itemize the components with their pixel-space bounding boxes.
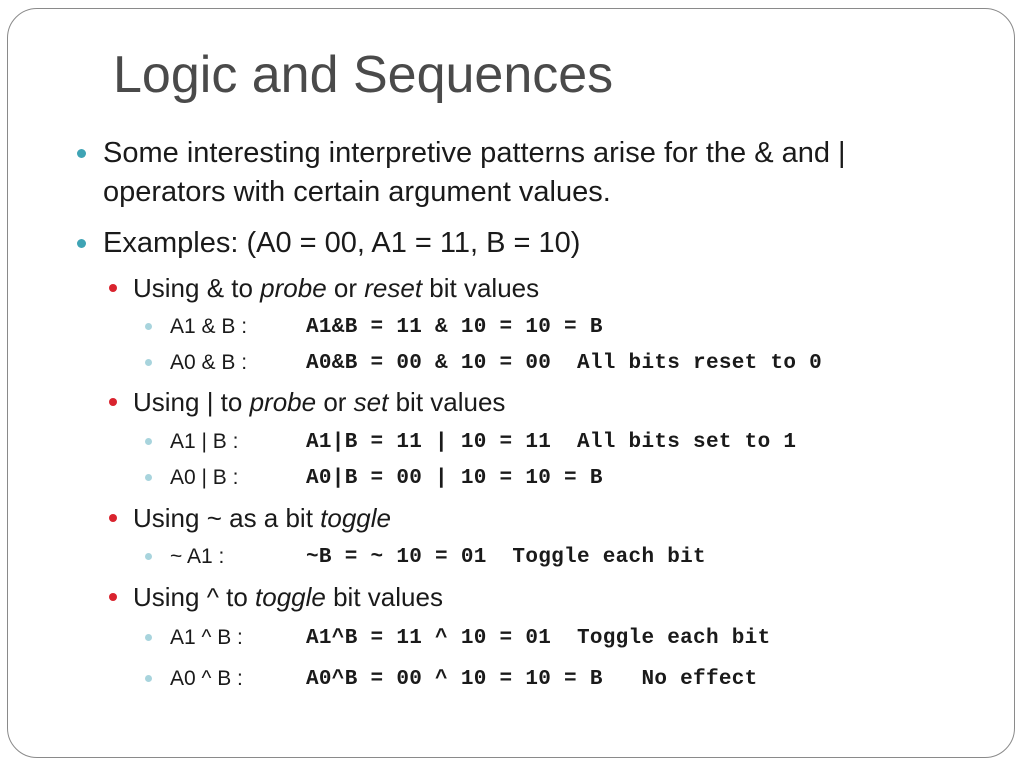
subbullet-xor — [133, 581, 443, 613]
bullet-icon — [145, 474, 152, 481]
bullet-icon — [77, 149, 86, 158]
subbullet-text: Using | to probe or set bit values — [133, 387, 506, 417]
example-row — [170, 624, 771, 652]
subbullet-or — [133, 386, 505, 418]
example-label: A1 ^ B : — [170, 626, 243, 649]
example-code: A0^B = 00 ^ 10 = 10 = B No effect — [306, 668, 758, 691]
bullet-icon — [109, 593, 117, 601]
bullet-examples — [103, 224, 973, 263]
example-row — [170, 313, 603, 341]
example-label: A1 | B : — [170, 430, 239, 453]
bullet-icon — [77, 239, 86, 248]
example-label: A0 & B : — [170, 351, 248, 374]
example-label: ~ A1 : — [170, 545, 225, 568]
subbullet-not — [133, 502, 391, 534]
bullet-icon — [145, 553, 152, 560]
bullet-intro-text: Some interesting interpretive patterns arise for the & and | operators with certain argument values. — [103, 137, 846, 208]
example-label: A0 | B : — [170, 466, 239, 489]
example-code: A1|B = 11 | 10 = 11 All bits set to 1 — [306, 431, 797, 454]
example-row — [170, 543, 706, 571]
example-row — [170, 464, 603, 492]
bullet-icon — [109, 398, 117, 406]
bullet-icon — [109, 284, 117, 292]
example-code: A0|B = 00 | 10 = 10 = B — [306, 467, 603, 490]
subbullet-text: Using & to probe or reset bit values — [133, 273, 540, 303]
bullet-icon — [145, 438, 152, 445]
subbullet-text: Using ~ as a bit toggle — [133, 503, 391, 533]
example-row — [170, 349, 823, 377]
example-label: A1 & B : — [170, 315, 248, 338]
subbullet-and — [133, 272, 539, 304]
bullet-icon — [145, 634, 152, 641]
bullet-icon — [145, 359, 152, 366]
bullet-intro — [103, 134, 973, 212]
example-code: A1^B = 11 ^ 10 = 01 Toggle each bit — [306, 627, 771, 650]
example-row — [170, 428, 797, 456]
bullet-icon — [109, 514, 117, 522]
example-code: A1&B = 11 & 10 = 10 = B — [306, 316, 603, 339]
example-row — [170, 665, 758, 693]
bullet-icon — [145, 323, 152, 330]
subbullet-text: Using ^ to toggle bit values — [133, 582, 443, 612]
bullet-examples-text: Examples: (A0 = 00, A1 = 11, B = 10) — [103, 227, 581, 259]
example-label: A0 ^ B : — [170, 667, 243, 690]
slide-title: Logic and Sequences — [113, 46, 614, 104]
bullet-icon — [145, 675, 152, 682]
example-code: A0&B = 00 & 10 = 00 All bits reset to 0 — [306, 352, 823, 375]
example-code: ~B = ~ 10 = 01 Toggle each bit — [306, 546, 706, 569]
